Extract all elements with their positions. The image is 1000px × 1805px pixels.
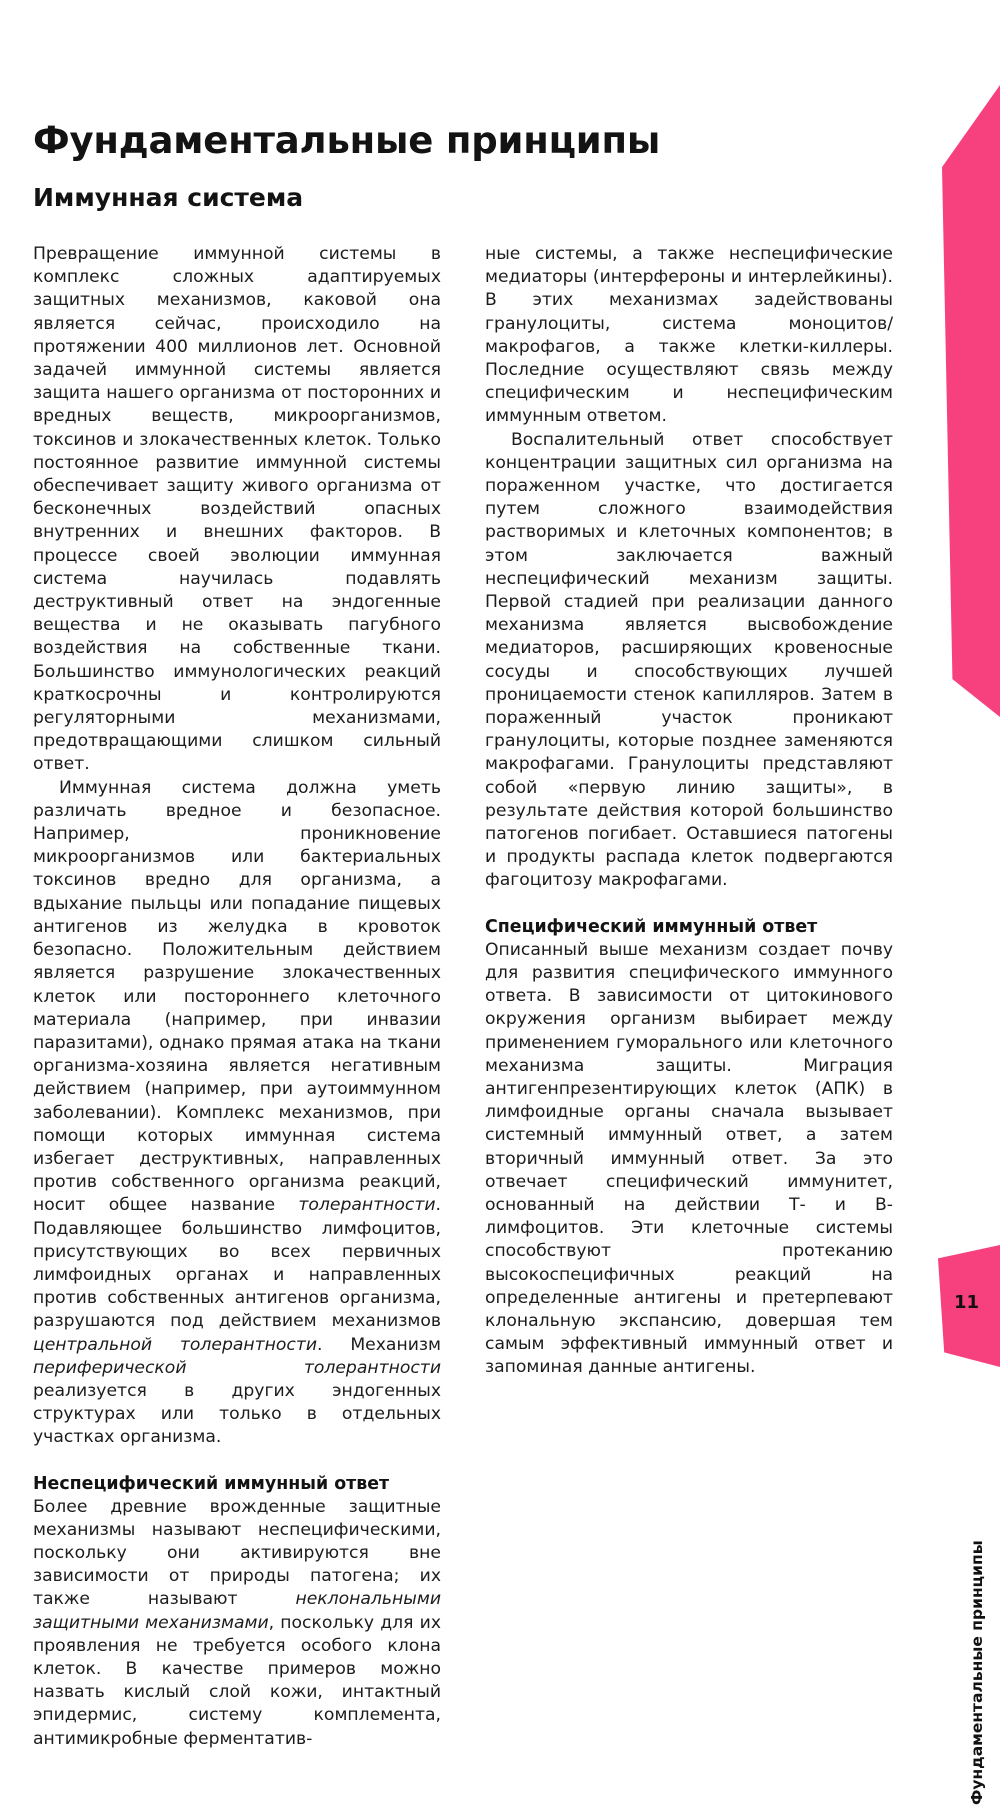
section-title: Иммунная система [33, 182, 304, 212]
emphasis-peripheral-tolerance: периферической толерантности [33, 1357, 441, 1378]
paragraph: Описанный выше механизм создает почву для развития специфического иммунного ответа. В зависимости от цитокинового окружения организм выбирает между применением гуморального или клеточного механизма защиты. Миграция антигенпрезентирующих клеток (АПК) в лимфоидные органы сначала вызывает системный иммунный ответ, а затем вторичный иммунный ответ. За это отвечает специфический иммунитет, основанный на действии Т- и В-лимфоцитов. Эти клеточные системы способствуют протеканию высокоспецифичных реакций на определенные антигены и претерпевают клональную экспансию, довершая тем самым эффективный иммунный ответ и запоминая данные антигены. [485, 939, 893, 1378]
paragraph-text-run: , поскольку для их проявления не требуется особого клона клеток. В качестве примеров можно назвать кислый слой кожи, интактный эпидермис, систему комплемента, антимикробные ферментатив- [33, 1612, 441, 1749]
chapter-side-tab-label: Фундаментальные принципы [968, 1540, 986, 1805]
chapter-side-tab [942, 85, 1000, 717]
left-column [33, 243, 441, 1751]
subheading-specific-immune-response: Специфический иммунный ответ [485, 916, 818, 937]
paragraph-text-run: Иммунная система должна уметь различать вредное и безопасное. Например, проникновение микроорганизмов или бактериальных токсинов вредно для организма, а вдыхание пыльцы или попадание пищевых антигенов из желудка в кровоток безопасно. Положительным действием является разрушение злокачественных клеток или постороннего клеточного материала (например, при инвазии паразитами), однако прямая атака на ткани организма-хозяина является негативным действием (например, при аутоиммунном заболевании). Комплекс механизмов, при помощи которых иммунная система избегает деструктивных, направленных против собственного организма реакций, носит общее название [33, 777, 441, 1216]
emphasis-central-tolerance: центральной толерантности [33, 1334, 318, 1355]
paragraph-text-run: . Механизм [317, 1334, 441, 1355]
paragraph [33, 1496, 441, 1751]
page-number: 11 [953, 1292, 979, 1313]
two-column-body [33, 243, 918, 1749]
paragraph-text-run: реализуется в других эндогенных структурах или только в отдельных участках организма. [33, 1380, 441, 1448]
paragraph-text-run: . Подавляющее большинство лимфоцитов, присутствующих во всех первичных лимфоидных органах и направленных против собственных антигенов организма, разрушаются под действием механизмов [33, 1195, 441, 1332]
emphasis-nonclonal-mechanisms: неклональными защитными механизмами [33, 1589, 441, 1633]
paragraph: Превращение иммунной системы в комплекс сложных адаптируемых защитных механизмов, каковой она является сейчас, происходило на протяжении 400 миллионов лет. Основной задачей иммунной системы является защита нашего организма от посторонних и вредных веществ, микроорганизмов, токсинов и злокачественных клеток. Только постоянное развитие иммунной системы обеспечивает защиту живого организма от бесконечных воздействий опасных внутренних и внешних факторов. В процессе своей эволюции иммунная система научилась подавлять деструктивный ответ на эндогенные вещества и не оказывать пагубного воздействия на собственные ткани. Большинство иммунологических реакций краткосрочны и контролируются регуляторными механизмами, предотвращающими слишком сильный ответ. [33, 244, 441, 775]
paragraph: ные системы, а также неспецифические медиаторы (интерфероны и интерлейкины). В этих механизмах задействованы гранулоциты, система моноцитов/макрофагов, а также клетки-киллеры. Последние осуществляют связь между специфическим и неспецифическим иммунным ответом. [485, 244, 893, 427]
paragraph: Воспалительный ответ способствует концентрации защитных сил организма на пораженном участке, что достигается путем сложного взаимодействия растворимых и клеточных компонентов; в этом заключается важный неспецифический механизм защиты. Первой стадией при реализации данного механизма является высвобождение медиаторов, расширяющих кровеносные сосуды и способствующих лучшей проницаемости стенок капилляров. Затем в пораженный участок проникают гранулоциты, которые позднее заменяются макрофагами. Гранулоциты представляют собой «первую линию защиты», в результате действия которой большинство патогенов погибает. Оставшиеся патогены и продукты распада клеток подвергаются фагоцитозу макрофагами. [485, 429, 893, 891]
right-column [485, 243, 893, 1380]
paragraph-text-run: Более древние врожденные защитные механизмы называют неспецифическими, поскольку они активируются вне зависимости от природы патогена; их также называют [33, 1496, 441, 1610]
subheading-nonspecific-immune-response: Неспецифический иммунный ответ [33, 1473, 390, 1494]
paragraph [33, 777, 441, 1450]
page-title: Фундаментальные принципы [33, 118, 661, 162]
emphasis-tolerance: толерантности [298, 1195, 436, 1216]
